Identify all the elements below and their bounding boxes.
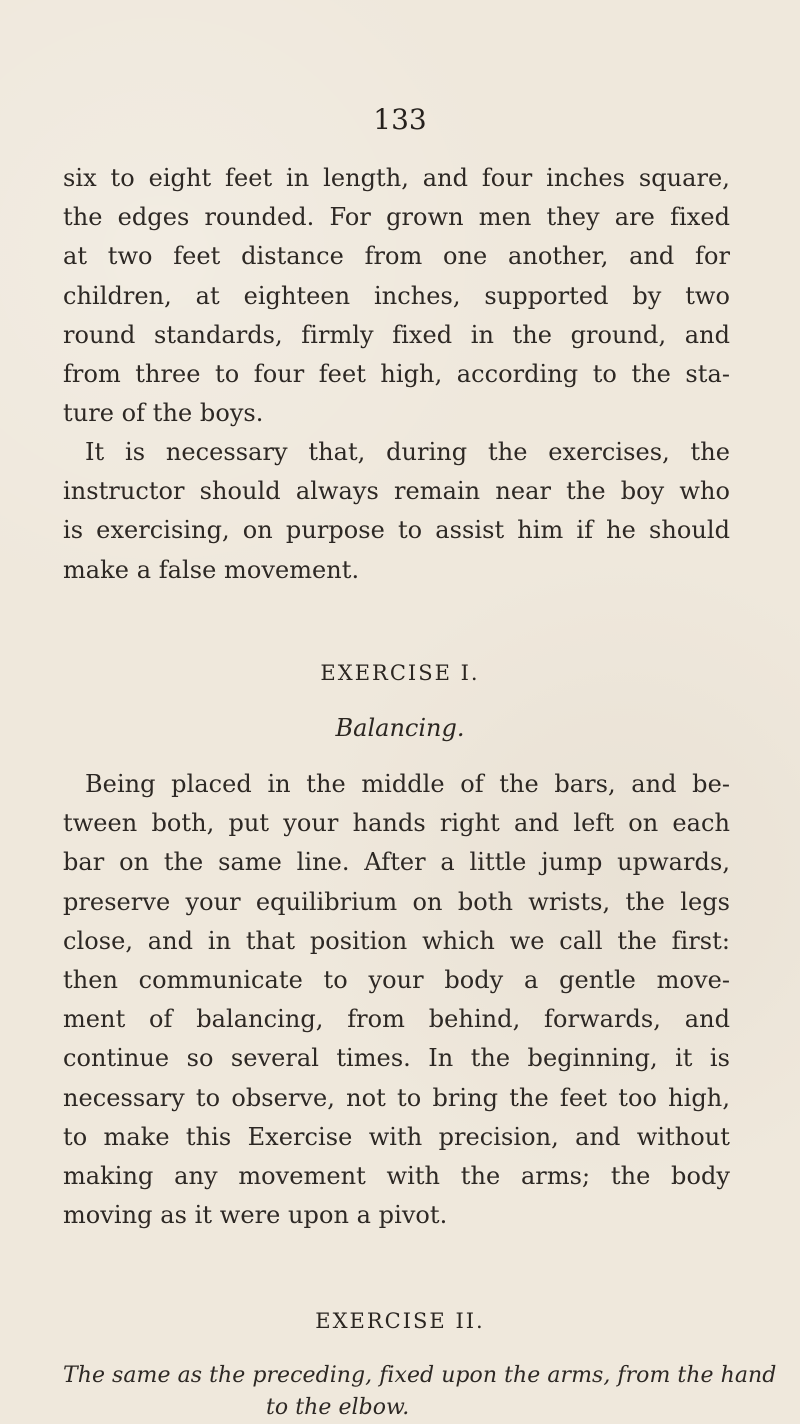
exercise-one-text [63, 765, 730, 1235]
text-line: instructor should always remain near the boy who [63, 477, 730, 506]
text-line: close, and in that position which we call the first: [63, 926, 730, 955]
text-line: moving as it were upon a pivot. [63, 1201, 448, 1230]
text-line: to the elbow. [266, 1395, 410, 1420]
exercise-two-description [63, 1360, 777, 1424]
exercise-one-subheading: Balancing. [335, 714, 465, 742]
text-line: from three to four feet high, according to the sta- [63, 360, 730, 389]
text-line: at two feet distance from one another, and for [63, 242, 730, 271]
text-line: continue so several times. In the beginning, it is [63, 1044, 730, 1073]
page-number: 133 [373, 103, 427, 136]
paragraph-instructor-note [63, 433, 730, 590]
text-line: Being placed in the middle of the bars, and be- [85, 770, 730, 798]
text-line: is exercising, on purpose to assist him if he should [63, 516, 730, 545]
text-line: The same as the preceding, fixed upon the arms, from the hand [63, 1363, 777, 1388]
text-line: round standards, firmly fixed in the ground, and [63, 320, 730, 349]
exercise-two-heading: EXERCISE II. [315, 1309, 485, 1333]
text-line: necessary to observe, not to bring the feet too high, [63, 1083, 730, 1112]
text-line: six to eight feet in length, and four inches square, [63, 164, 730, 192]
paragraph-apparatus-description [63, 159, 730, 433]
exercise-one-heading: EXERCISE I. [320, 661, 480, 685]
text-line: the edges rounded. For grown men they are fixed [63, 203, 730, 232]
text-line: It is necessary that, during the exercises, the [85, 438, 730, 466]
text-line: making any movement with the arms; the body [63, 1162, 730, 1191]
text-line: children, at eighteen inches, supported by two [63, 281, 730, 310]
text-line: ture of the boys. [63, 399, 264, 428]
text-line: preserve your equilibrium on both wrists, the legs [63, 887, 730, 916]
text-line: ment of balancing, from behind, forwards, and [63, 1005, 730, 1034]
text-line: to make this Exercise with precision, and without [63, 1122, 730, 1151]
text-line: tween both, put your hands right and left on each [63, 809, 730, 838]
text-line: then communicate to your body a gentle move- [63, 966, 730, 995]
text-line: bar on the same line. After a little jump upwards, [63, 848, 730, 877]
text-line: make a false movement. [63, 555, 360, 584]
